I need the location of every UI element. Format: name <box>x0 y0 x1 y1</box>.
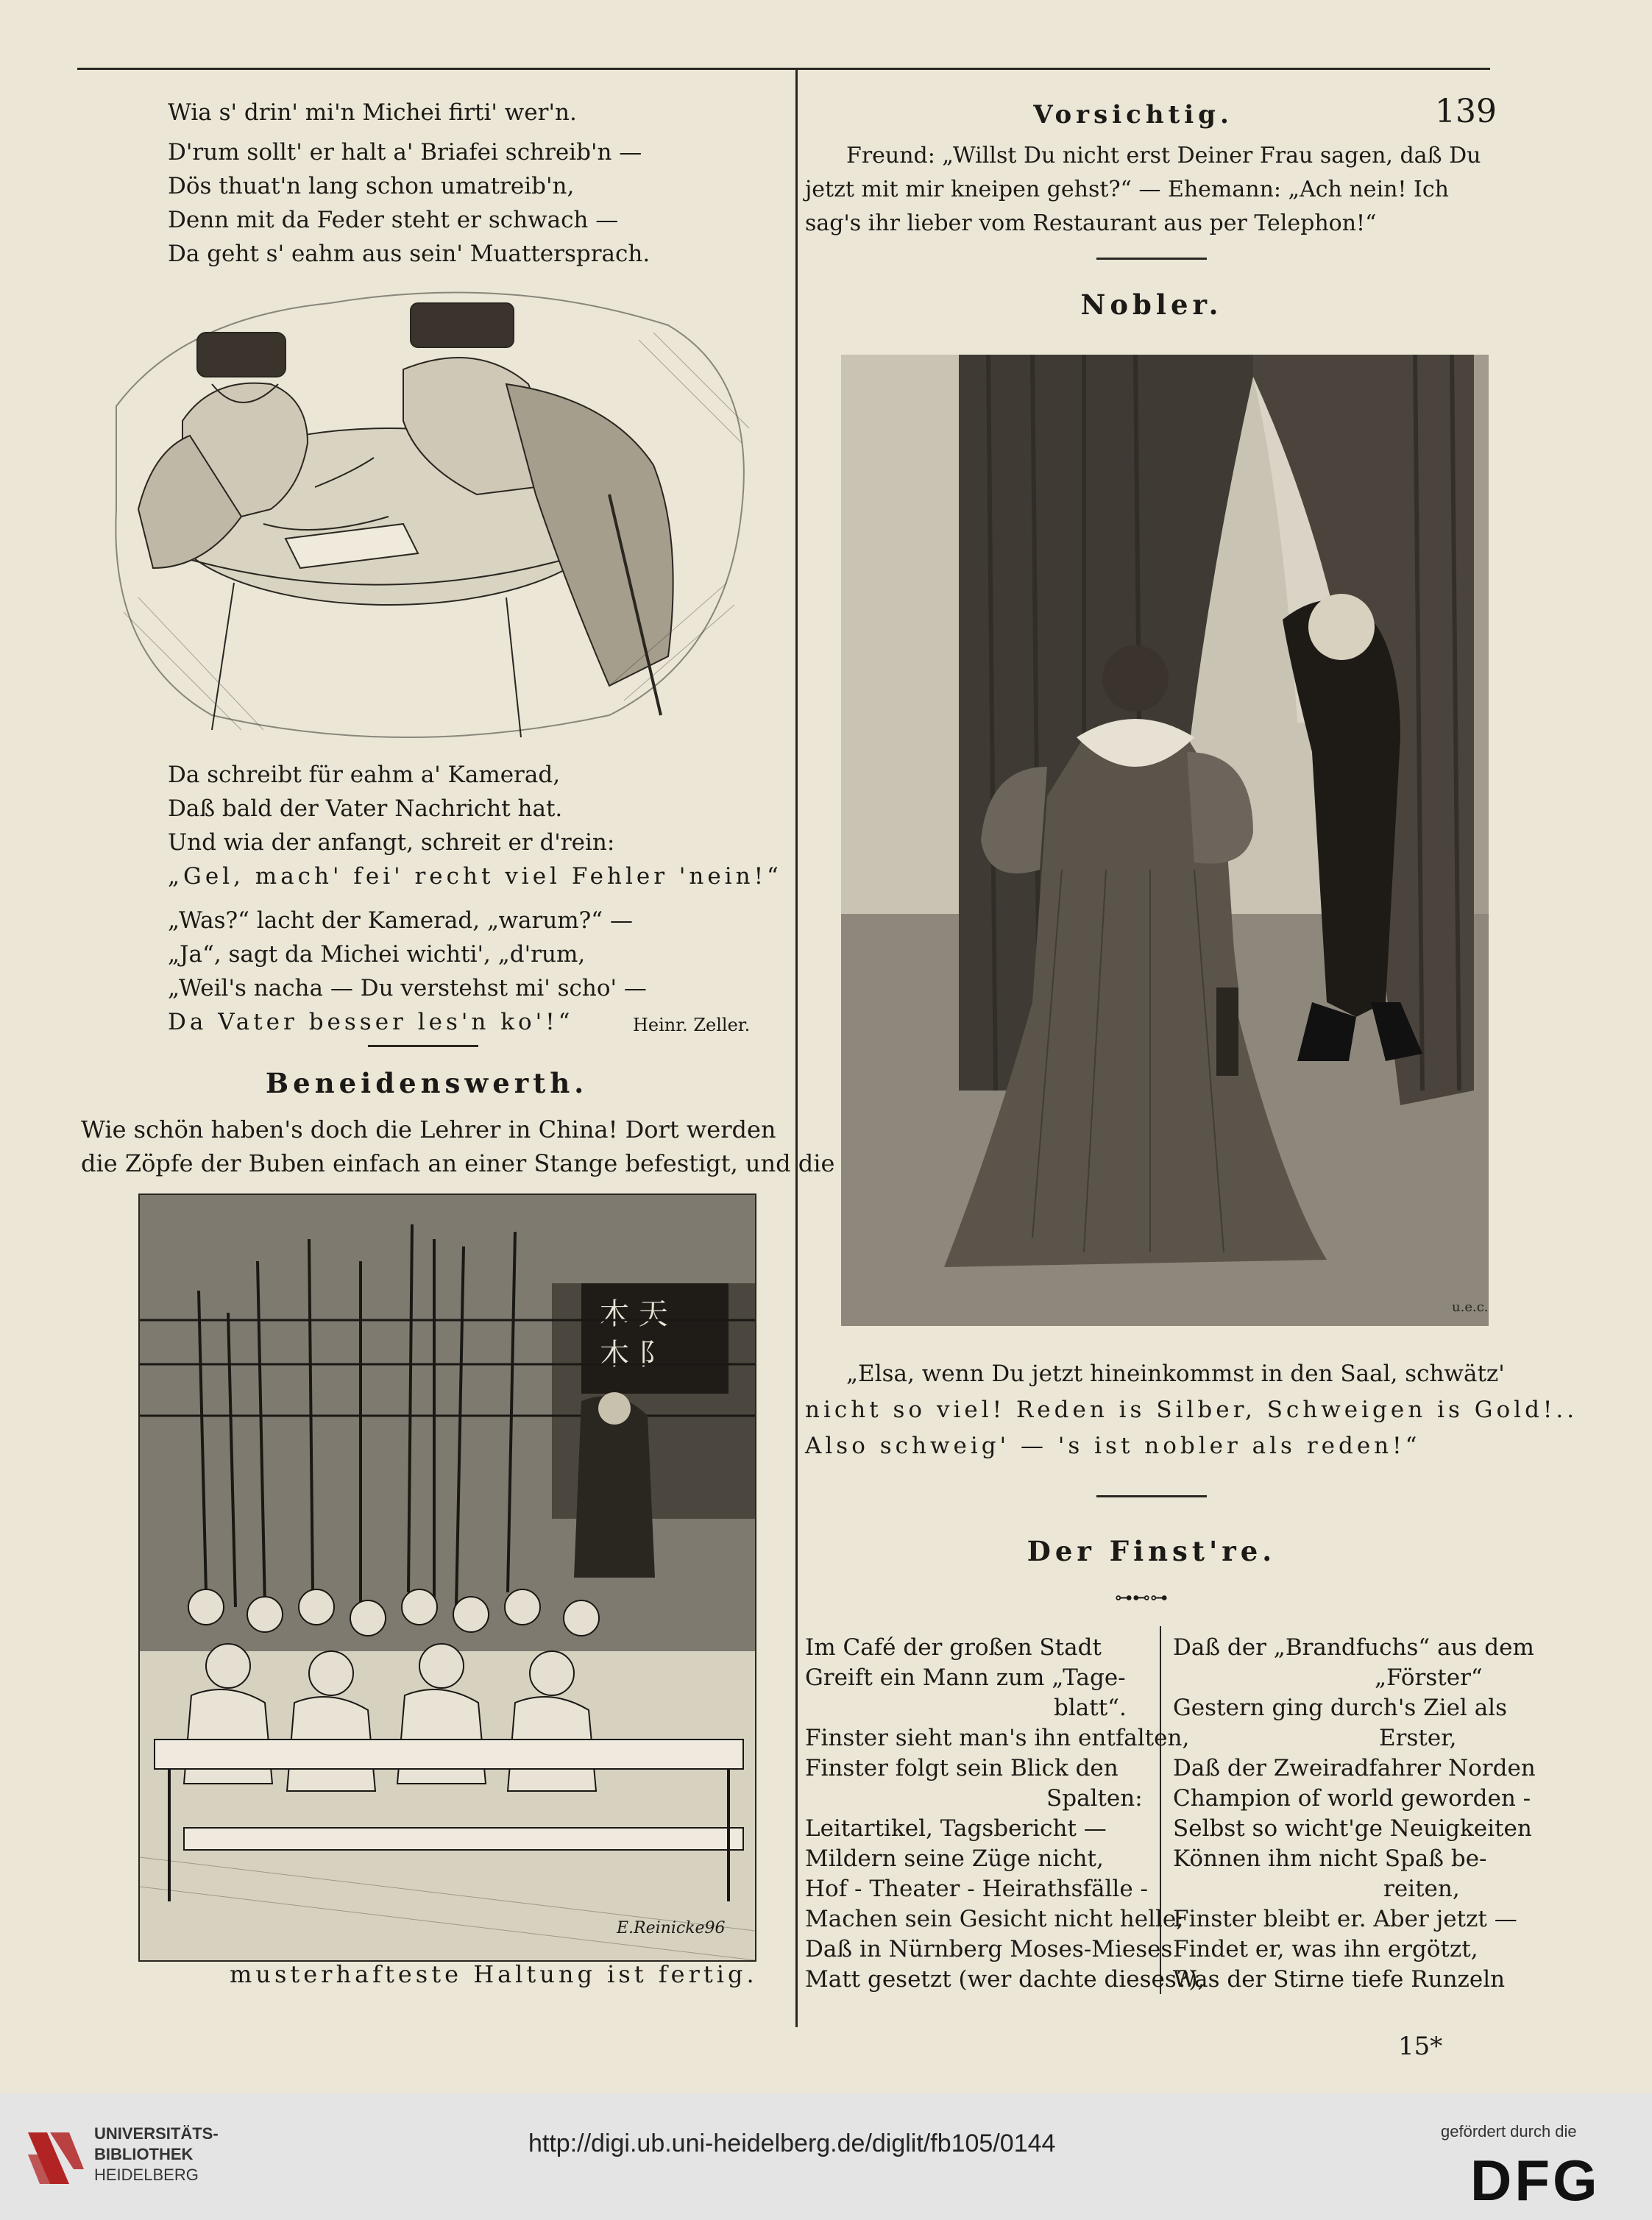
section-divider <box>368 1045 478 1047</box>
verse-line: Finster sieht man's ihn entfalten, <box>805 1725 1190 1751</box>
section-divider <box>1096 1495 1207 1497</box>
poem-line: Wia s' drin' mi'n Michei firti' wer'n. <box>168 99 577 126</box>
illustration-caption: musterhafteste Haltung ist fertig. <box>230 1960 758 1988</box>
page-number: 139 <box>1435 93 1497 130</box>
section-divider <box>1096 258 1207 260</box>
author-signature: Heinr. Zeller. <box>633 1015 751 1035</box>
svg-text:木 阝: 木 阝 <box>600 1338 668 1372</box>
poem-line: Dös thuat'n lang schon umatreib'n, <box>168 173 575 199</box>
verse-line: Matt gesetzt (wer dachte dieses?), <box>805 1966 1205 1993</box>
library-line: BIBLIOTHEK <box>94 2145 194 2163</box>
verse-line: Daß in Nürnberg Moses-Mieses <box>805 1936 1173 1962</box>
poem-line: Und wia der anfangt, schreit er d'rein: <box>168 829 615 856</box>
classroom-illustration <box>138 1194 756 1962</box>
illustrator-signature: E.Reinicke96 <box>617 1919 726 1937</box>
verse-line: Champion of world geworden - <box>1173 1785 1531 1812</box>
body-line: „Elsa, wenn Du jetzt hineinkommst in den Saal, schwätz' <box>846 1361 1505 1387</box>
body-line: jetzt mit mir kneipen gehst?“ — Ehemann: „Ach nein! Ich <box>805 177 1449 202</box>
verse-line: Spalten: <box>1046 1785 1143 1812</box>
body-line: nicht so viel! Reden is Silber, Schweigen is Gold!.. <box>805 1397 1578 1423</box>
top-rule <box>77 68 1490 70</box>
verse-line: Daß der Zweiradfahrer Norden <box>1173 1755 1536 1781</box>
body-line: sag's ihr lieber vom Restaurant aus per Telephon!“ <box>805 210 1377 236</box>
svg-text:木 天: 木 天 <box>600 1297 668 1331</box>
ornament-divider: ⊶⊷⊶ <box>1115 1587 1168 1608</box>
verse-line: Greift ein Mann zum „Tage- <box>805 1664 1126 1691</box>
svg-text:u.e.c.: u.e.c. <box>1452 1299 1489 1315</box>
dfg-logo: DFG <box>1470 2148 1600 2213</box>
heading-beneidenswerth: Beneidenswerth. <box>265 1067 589 1099</box>
poem-line: Da schreibt für eahm a' Kamerad, <box>168 762 561 788</box>
curtain-scene-illustration <box>841 355 1489 1326</box>
body-line: die Zöpfe der Buben einfach an einer Stange befestigt, und die <box>81 1149 835 1177</box>
soldiers-writing-illustration <box>94 274 771 745</box>
verse-line: Findet er, was ihn ergötzt, <box>1173 1936 1478 1962</box>
verse-line: Erster, <box>1379 1725 1457 1751</box>
funding-caption: gefördert durch die <box>1441 2122 1577 2141</box>
library-line: HEIDELBERG <box>94 2166 199 2184</box>
signature-mark: 15* <box>1398 2032 1443 2061</box>
verse-line: blatt“. <box>1054 1695 1127 1721</box>
poem-line: „Was?“ lacht der Kamerad, „warum?“ — <box>168 907 634 934</box>
body-line: Wie schön haben's doch die Lehrer in China! Dort werden <box>81 1116 776 1143</box>
poem-line: Da Vater besser les'n ko'!“ <box>168 1009 574 1035</box>
body-line: Freund: „Willst Du nicht erst Deiner Frau sagen, daß Du <box>846 143 1481 169</box>
verse-line: „Förster“ <box>1375 1664 1483 1691</box>
poem-line: D'rum sollt' er halt a' Briafei schreib'n — <box>168 139 642 166</box>
heading-vorsichtig: Vorsichtig. <box>1033 100 1233 130</box>
library-name <box>94 2124 219 2185</box>
heading-nobler: Nobler. <box>1080 288 1223 321</box>
verse-line: Hof - Theater - Heirathsfälle - <box>805 1876 1149 1902</box>
verse-line: Leitartikel, Tagsbericht — <box>805 1815 1107 1842</box>
source-url-link[interactable]: http://digi.ub.uni-heidelberg.de/diglit/fb105/0144 <box>528 2129 1056 2157</box>
heading-der-finstre: Der Finst're. <box>1027 1535 1277 1567</box>
verse-line: reiten, <box>1383 1876 1460 1902</box>
poem-line: „Gel, mach' fei' recht viel Fehler 'nein!“ <box>168 863 782 890</box>
library-line: UNIVERSITÄTS- <box>94 2124 219 2143</box>
body-line: Also schweig' — 's ist nobler als reden!“ <box>805 1433 1421 1459</box>
poem-line: Denn mit da Feder steht er schwach — <box>168 207 619 233</box>
verse-line: Was der Stirne tiefe Runzeln <box>1173 1966 1506 1993</box>
verse-line: Machen sein Gesicht nicht helle; <box>805 1906 1184 1932</box>
verse-line: Können ihm nicht Spaß be- <box>1173 1845 1487 1872</box>
verse-line: Finster folgt sein Blick den <box>805 1755 1119 1781</box>
verse-line: Gestern ging durch's Ziel als <box>1173 1695 1507 1721</box>
poem-line: „Ja“, sagt da Michei wichti', „d'rum, <box>168 941 586 968</box>
poem-line: Daß bald der Vater Nachricht hat. <box>168 795 563 822</box>
verse-line: Daß der „Brandfuchs“ aus dem <box>1173 1634 1534 1661</box>
column-rule <box>795 70 798 2027</box>
verse-line: Finster bleibt er. Aber jetzt — <box>1173 1906 1517 1932</box>
verse-line: Im Café der großen Stadt <box>805 1634 1102 1661</box>
verse-line: Selbst so wicht'ge Neuigkeiten <box>1173 1815 1532 1842</box>
library-logo-icon <box>25 2125 87 2191</box>
poem-line: Da geht s' eahm aus sein' Muattersprach. <box>168 241 650 267</box>
poem-line: „Weil's nacha — Du verstehst mi' scho' — <box>168 975 647 1001</box>
verse-line: Mildern seine Züge nicht, <box>805 1845 1104 1872</box>
